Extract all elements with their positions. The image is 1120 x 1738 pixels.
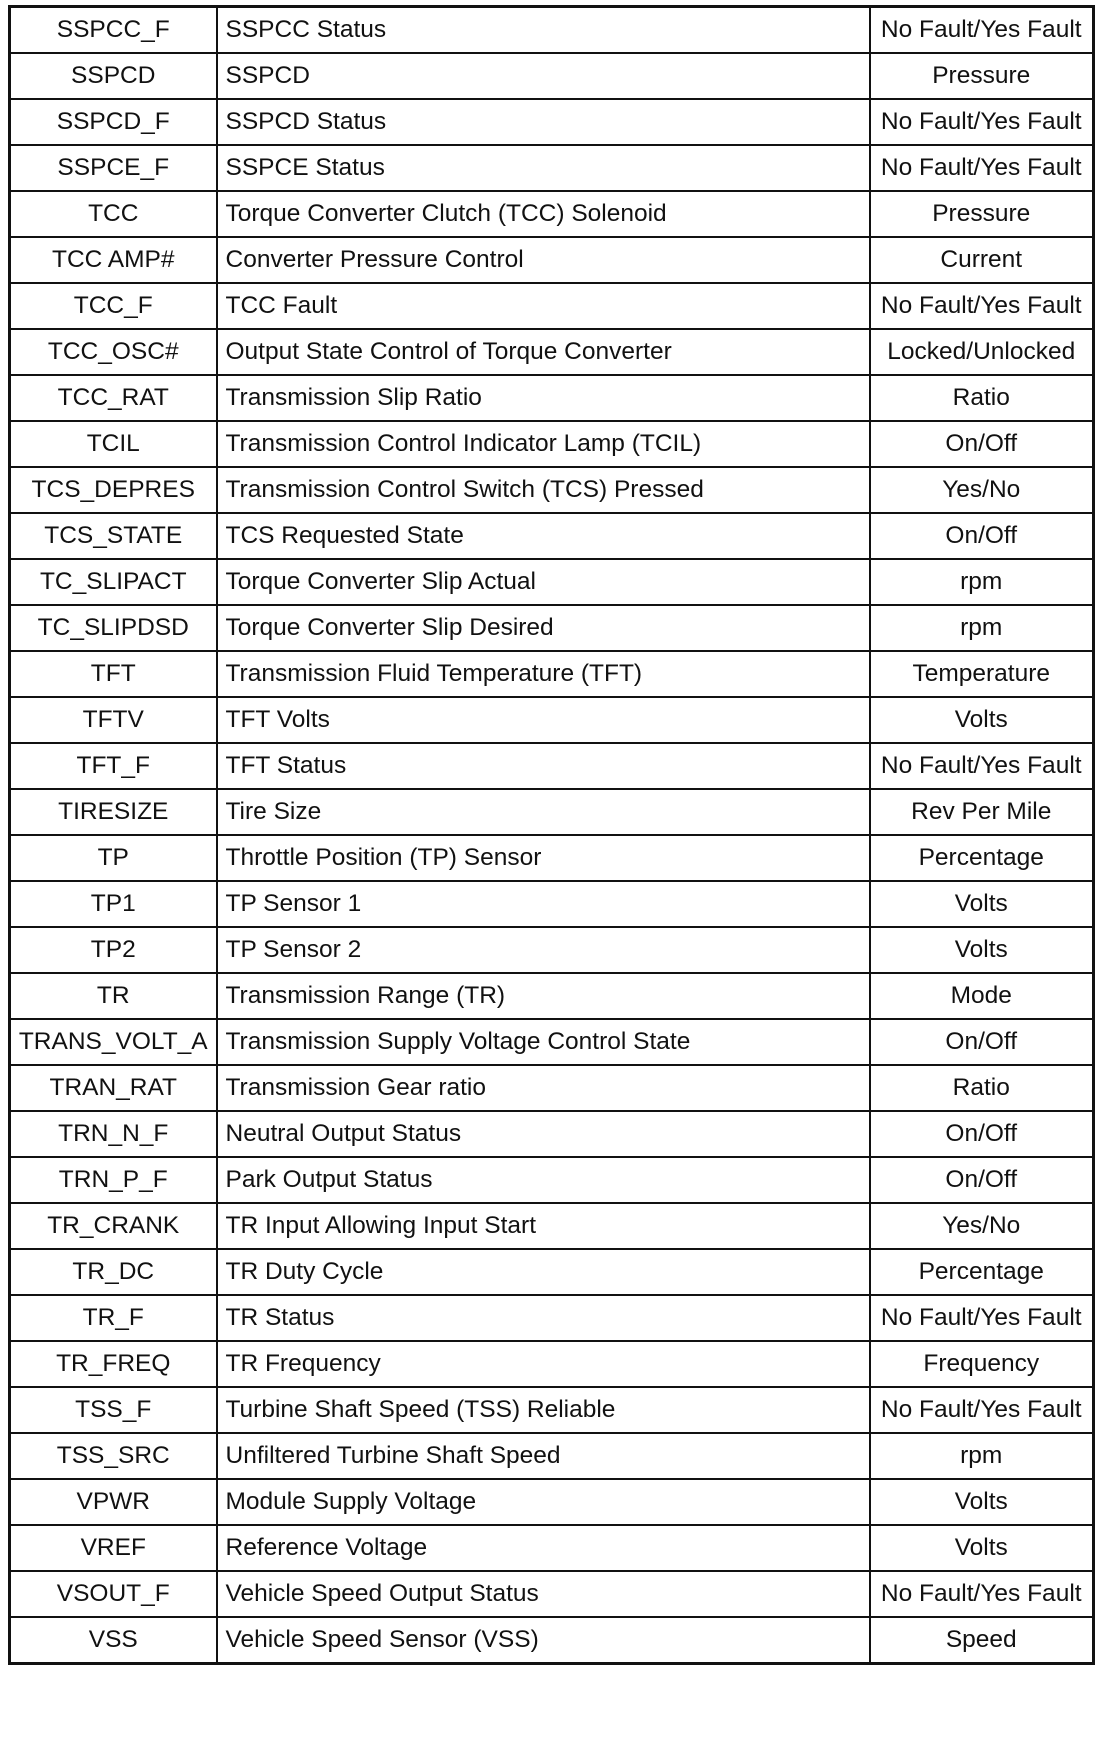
parameter-units-cell: Locked/Unlocked <box>870 329 1094 375</box>
table-row <box>10 789 1094 835</box>
parameter-name-cell: TSS_F <box>10 1387 217 1433</box>
parameter-name-cell: TIRESIZE <box>10 789 217 835</box>
parameter-units-cell: On/Off <box>870 1111 1094 1157</box>
table-row <box>10 53 1094 99</box>
parameter-units-cell: On/Off <box>870 421 1094 467</box>
parameter-table-body <box>10 7 1094 1664</box>
parameter-name-cell: SSPCC_F <box>10 7 217 54</box>
parameter-description-cell: SSPCC Status <box>217 7 870 54</box>
parameter-name-cell: TC_SLIPACT <box>10 559 217 605</box>
table-row <box>10 1341 1094 1387</box>
parameter-units-cell: On/Off <box>870 513 1094 559</box>
parameter-description-cell: Throttle Position (TP) Sensor <box>217 835 870 881</box>
parameter-units-cell: No Fault/Yes Fault <box>870 99 1094 145</box>
table-row <box>10 467 1094 513</box>
table-row <box>10 1203 1094 1249</box>
table-row <box>10 191 1094 237</box>
parameter-name-cell: TCC AMP# <box>10 237 217 283</box>
table-row <box>10 1065 1094 1111</box>
parameter-description-cell: Transmission Control Indicator Lamp (TCIL) <box>217 421 870 467</box>
parameter-units-cell: Volts <box>870 927 1094 973</box>
parameter-table <box>8 5 1095 1665</box>
table-row <box>10 237 1094 283</box>
parameter-name-cell: TCC_OSC# <box>10 329 217 375</box>
parameter-description-cell: TR Duty Cycle <box>217 1249 870 1295</box>
parameter-units-cell: Volts <box>870 1525 1094 1571</box>
parameter-name-cell: VSOUT_F <box>10 1571 217 1617</box>
parameter-name-cell: TRN_N_F <box>10 1111 217 1157</box>
parameter-description-cell: TP Sensor 1 <box>217 881 870 927</box>
table-row <box>10 835 1094 881</box>
parameter-name-cell: TR_DC <box>10 1249 217 1295</box>
parameter-name-cell: TCS_STATE <box>10 513 217 559</box>
parameter-name-cell: TCS_DEPRES <box>10 467 217 513</box>
parameter-name-cell: TCC <box>10 191 217 237</box>
parameter-name-cell: TCIL <box>10 421 217 467</box>
parameter-name-cell: TFTV <box>10 697 217 743</box>
parameter-description-cell: Torque Converter Slip Desired <box>217 605 870 651</box>
parameter-units-cell: Percentage <box>870 1249 1094 1295</box>
parameter-units-cell: No Fault/Yes Fault <box>870 1571 1094 1617</box>
table-row <box>10 1157 1094 1203</box>
table-row <box>10 99 1094 145</box>
parameter-units-cell: Frequency <box>870 1341 1094 1387</box>
parameter-description-cell: Reference Voltage <box>217 1525 870 1571</box>
parameter-description-cell: Torque Converter Slip Actual <box>217 559 870 605</box>
parameter-name-cell: TR_F <box>10 1295 217 1341</box>
parameter-units-cell: Current <box>870 237 1094 283</box>
table-row <box>10 697 1094 743</box>
table-row <box>10 881 1094 927</box>
parameter-description-cell: Module Supply Voltage <box>217 1479 870 1525</box>
parameter-name-cell: TCC_F <box>10 283 217 329</box>
table-row <box>10 1571 1094 1617</box>
table-row <box>10 1249 1094 1295</box>
parameter-description-cell: Transmission Gear ratio <box>217 1065 870 1111</box>
parameter-name-cell: TRANS_VOLT_A <box>10 1019 217 1065</box>
table-row <box>10 559 1094 605</box>
parameter-description-cell: TP Sensor 2 <box>217 927 870 973</box>
parameter-units-cell: Volts <box>870 697 1094 743</box>
parameter-description-cell: SSPCD <box>217 53 870 99</box>
parameter-units-cell: rpm <box>870 605 1094 651</box>
parameter-units-cell: Percentage <box>870 835 1094 881</box>
table-row <box>10 1111 1094 1157</box>
parameter-units-cell: Speed <box>870 1617 1094 1664</box>
table-row <box>10 1525 1094 1571</box>
table-row <box>10 1019 1094 1065</box>
parameter-units-cell: Yes/No <box>870 1203 1094 1249</box>
table-row <box>10 973 1094 1019</box>
parameter-description-cell: TR Status <box>217 1295 870 1341</box>
parameter-description-cell: TCC Fault <box>217 283 870 329</box>
parameter-description-cell: SSPCD Status <box>217 99 870 145</box>
table-row <box>10 329 1094 375</box>
parameter-description-cell: Tire Size <box>217 789 870 835</box>
parameter-description-cell: TFT Status <box>217 743 870 789</box>
parameter-description-cell: Vehicle Speed Output Status <box>217 1571 870 1617</box>
parameter-units-cell: Yes/No <box>870 467 1094 513</box>
parameter-name-cell: TP <box>10 835 217 881</box>
parameter-table-container <box>8 5 1092 1665</box>
parameter-units-cell: Pressure <box>870 53 1094 99</box>
parameter-name-cell: TFT_F <box>10 743 217 789</box>
parameter-description-cell: SSPCE Status <box>217 145 870 191</box>
table-row <box>10 145 1094 191</box>
table-row <box>10 605 1094 651</box>
table-row <box>10 421 1094 467</box>
parameter-name-cell: TFT <box>10 651 217 697</box>
parameter-units-cell: No Fault/Yes Fault <box>870 1295 1094 1341</box>
table-row <box>10 513 1094 559</box>
table-row <box>10 1617 1094 1664</box>
parameter-name-cell: SSPCE_F <box>10 145 217 191</box>
parameter-name-cell: SSPCD <box>10 53 217 99</box>
parameter-name-cell: TP2 <box>10 927 217 973</box>
parameter-name-cell: TP1 <box>10 881 217 927</box>
parameter-name-cell: TR <box>10 973 217 1019</box>
parameter-units-cell: Temperature <box>870 651 1094 697</box>
parameter-name-cell: TR_FREQ <box>10 1341 217 1387</box>
parameter-description-cell: TCS Requested State <box>217 513 870 559</box>
table-row <box>10 927 1094 973</box>
table-row <box>10 7 1094 54</box>
parameter-name-cell: VREF <box>10 1525 217 1571</box>
parameter-description-cell: Torque Converter Clutch (TCC) Solenoid <box>217 191 870 237</box>
parameter-description-cell: Unfiltered Turbine Shaft Speed <box>217 1433 870 1479</box>
parameter-description-cell: Transmission Fluid Temperature (TFT) <box>217 651 870 697</box>
parameter-units-cell: rpm <box>870 559 1094 605</box>
parameter-name-cell: VSS <box>10 1617 217 1664</box>
parameter-name-cell: TRN_P_F <box>10 1157 217 1203</box>
parameter-description-cell: Transmission Supply Voltage Control State <box>217 1019 870 1065</box>
parameter-description-cell: Neutral Output Status <box>217 1111 870 1157</box>
table-row <box>10 1295 1094 1341</box>
parameter-description-cell: TR Frequency <box>217 1341 870 1387</box>
parameter-units-cell: No Fault/Yes Fault <box>870 283 1094 329</box>
parameter-units-cell: No Fault/Yes Fault <box>870 145 1094 191</box>
parameter-units-cell: On/Off <box>870 1019 1094 1065</box>
parameter-units-cell: Ratio <box>870 375 1094 421</box>
table-row <box>10 1433 1094 1479</box>
parameter-name-cell: TR_CRANK <box>10 1203 217 1249</box>
parameter-units-cell: Rev Per Mile <box>870 789 1094 835</box>
parameter-units-cell: No Fault/Yes Fault <box>870 743 1094 789</box>
table-row <box>10 651 1094 697</box>
parameter-units-cell: Ratio <box>870 1065 1094 1111</box>
parameter-description-cell: TFT Volts <box>217 697 870 743</box>
parameter-units-cell: Volts <box>870 881 1094 927</box>
parameter-description-cell: Transmission Slip Ratio <box>217 375 870 421</box>
table-row <box>10 1387 1094 1433</box>
parameter-description-cell: Vehicle Speed Sensor (VSS) <box>217 1617 870 1664</box>
parameter-units-cell: rpm <box>870 1433 1094 1479</box>
parameter-description-cell: Transmission Control Switch (TCS) Pressed <box>217 467 870 513</box>
parameter-description-cell: Park Output Status <box>217 1157 870 1203</box>
parameter-description-cell: Output State Control of Torque Converter <box>217 329 870 375</box>
parameter-units-cell: No Fault/Yes Fault <box>870 7 1094 54</box>
parameter-units-cell: Volts <box>870 1479 1094 1525</box>
table-row <box>10 375 1094 421</box>
table-row <box>10 743 1094 789</box>
parameter-description-cell: Turbine Shaft Speed (TSS) Reliable <box>217 1387 870 1433</box>
parameter-units-cell: Pressure <box>870 191 1094 237</box>
parameter-description-cell: Converter Pressure Control <box>217 237 870 283</box>
parameter-name-cell: TC_SLIPDSD <box>10 605 217 651</box>
table-row <box>10 1479 1094 1525</box>
parameter-name-cell: VPWR <box>10 1479 217 1525</box>
parameter-units-cell: On/Off <box>870 1157 1094 1203</box>
parameter-description-cell: Transmission Range (TR) <box>217 973 870 1019</box>
parameter-description-cell: TR Input Allowing Input Start <box>217 1203 870 1249</box>
parameter-units-cell: Mode <box>870 973 1094 1019</box>
parameter-units-cell: No Fault/Yes Fault <box>870 1387 1094 1433</box>
table-row <box>10 283 1094 329</box>
parameter-name-cell: TSS_SRC <box>10 1433 217 1479</box>
parameter-name-cell: TCC_RAT <box>10 375 217 421</box>
parameter-name-cell: SSPCD_F <box>10 99 217 145</box>
parameter-name-cell: TRAN_RAT <box>10 1065 217 1111</box>
